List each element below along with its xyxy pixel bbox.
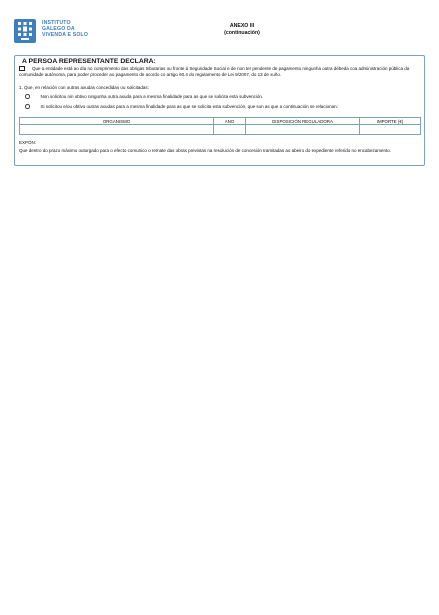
- galicia-shield-icon: [14, 19, 36, 43]
- ano-cell[interactable]: [214, 125, 246, 135]
- annex-title: ANEXO III: [229, 23, 255, 29]
- column-header-ano: ANO: [214, 118, 246, 125]
- expon-label: EXPÓN:: [19, 140, 37, 145]
- option-no-other-aid[interactable]: [25, 94, 263, 99]
- option-other-aid-label: Si solicitou e/ou obtivo outras axudas para a mesma finalidade para as que se solicita esta subvención, que son as que a continuación se relacionan:: [40, 104, 338, 109]
- institute-logo: [14, 19, 88, 43]
- other-aid-question: 1. Que, en relación con outras axudas concedidas ou solicitadas:: [19, 85, 149, 90]
- table-row: [20, 125, 421, 135]
- column-header-importe: IMPORTE (€): [360, 118, 421, 125]
- radio-no-other-aid[interactable]: [25, 94, 30, 99]
- column-header-disposicion: DISPOSICIÓN REGULADORA: [246, 118, 360, 125]
- table-header-row: [20, 118, 421, 125]
- logo-line-2: GALEGO DA: [42, 26, 75, 33]
- annex-subtitle: (continuación): [224, 29, 260, 36]
- logo-text: [42, 19, 88, 39]
- column-header-organismo: ORGANISMO: [20, 118, 214, 125]
- tax-compliance-declaration: [19, 66, 419, 78]
- logo-line-1: INSTITUTO: [42, 20, 71, 26]
- option-other-aid[interactable]: [25, 104, 338, 109]
- disposicion-cell[interactable]: [246, 125, 360, 135]
- radio-other-aid[interactable]: [25, 104, 30, 109]
- tax-compliance-checkbox[interactable]: [19, 66, 25, 71]
- logo-line-3: VIVENDA E SOLO: [42, 32, 89, 39]
- importe-cell[interactable]: [360, 125, 421, 135]
- annex-heading: [200, 23, 284, 36]
- option-no-other-aid-label: Non solicitou nin obtivo ningunha outra axuda para a mesma finalidade para as que se solicita esta subvención.: [40, 94, 264, 99]
- declaration-panel: [14, 55, 425, 166]
- organismo-cell[interactable]: [20, 125, 214, 135]
- tax-compliance-text: Que a entidade está ao día no cumprimento das obrigas tributarias ou fronte á Seguridade Social e de non ter pendente de pagamento ningunha outra débeda coa administración pública da comunidade autónoma, para poder proceder ao pagamento de acordo co artigo 60.4 do regulamento de Lei 9/2007, do 13 de xuño.: [19, 66, 410, 78]
- other-aid-table: [19, 117, 421, 135]
- declaration-title: A PERSOA REPRESENTANTE DECLARA:: [22, 58, 156, 65]
- expon-text: Que dentro do prazo máximo outorgado para o efecto comunico o remate das obras previstas na resolución de concesión tramitadas ao abeiro do expediente referido no encabezamento.: [19, 148, 391, 153]
